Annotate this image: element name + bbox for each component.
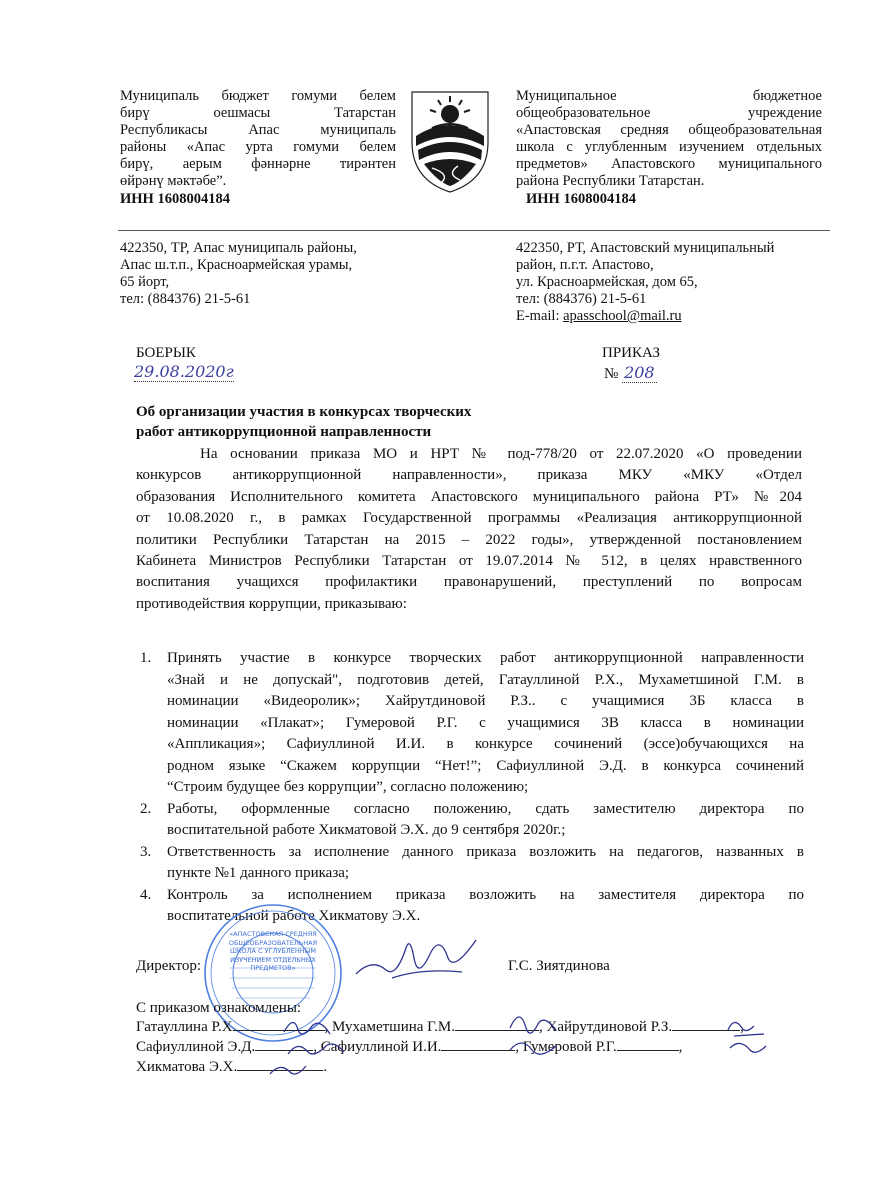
address-right [516,240,826,325]
list-item-line: «Знай и не допускай", подготовив детей, Гатауллиной Р.Х., Мухаметшиной Г.М. в [167,671,804,688]
address-right-line: район, п.г.т. Апастово, [516,257,654,273]
header-left-block [120,88,396,208]
header-right-line: предметов» Апастовского муниципального [516,156,822,172]
list-item-line: Принять участие в конкурсе творческих работ антикоррупционной направленности [167,650,804,666]
list-item [140,842,804,885]
list-item-line: «Аппликация»; Сафиуллиной И.И. в конкурсе сочинений (эссе)обучающихся на [167,736,804,752]
acq-name: , Мухаметшина Г.М. [324,1019,455,1035]
address-left-line: 422350, ТР, Апас муниципаль районы, [120,240,357,256]
director-signature [352,928,482,988]
acq-name: Гатауллина Р.Х [136,1019,233,1035]
order-number [604,363,657,383]
header-right-line: «Апастовская средняя общеобразовательная [516,122,822,138]
stamp-text: «АПАСТОВСКАЯ СРЕДНЯЯ ОБЩЕОБРАЗОВАТЕЛЬНАЯ ШКОЛА С УГЛУБЛЕННЫМ ИЗУЧЕНИЕМ ОТДЕЛЬНЫХ ПРЕДМЕТОВ» [228,930,318,973]
header-right-line: общеобразовательное учреждение [516,105,822,121]
acquainted-label: С приказом ознакомлены: [136,1000,302,1016]
header-left-line: бирү, аерым фәннәрне тирәнтен [120,156,396,172]
body-line: образования Исполнительного комитета Апастовского муниципального района РТ» №204 [136,488,802,505]
header-left-line: Республикасы Апас муниципаль [120,122,396,138]
number-handwritten: 208 [624,363,655,382]
address-left-line: тел: (884376) 21-5-61 [120,291,251,307]
body-line: воспитания учащихся профилактики правонарушений, преступлений по вопросам [136,574,802,591]
header-left-line: бирү оешмасы Татарстан [120,105,396,121]
body-line: На основании приказа МО и НРТ № под-778/20 от 22.07.2020 «О проведении [200,446,802,462]
list-item-number: 1. [140,650,152,666]
body-line: противодействия коррупции, приказываю: [136,595,407,612]
header-divider [118,230,830,231]
address-left-line: 65 йорт, [120,274,170,290]
body-line: конкурсов антикоррупционной направленности», приказа МКУ «МКУ «Отдел [136,467,802,484]
signatures-layer [240,1004,800,1084]
body-line: от 10.08.2020 г., в рамках Государственной программы «Реализация антикоррупционной [136,510,802,527]
list-item [140,799,804,842]
address-left-line: Апас ш.т.п., Красноармейская урамы, [120,257,353,273]
acq-name: , [740,1019,744,1035]
acq-name: Хикматова Э.Х. [136,1059,238,1075]
header-right-block [516,88,822,208]
list-item-line: номинации «Плакат»; Гумеровой Р.Г. с учащимися 3В класса в номинации [167,714,804,731]
acq-name: , Гумеровой Р.Г. [515,1039,617,1055]
list-item-number: 4. [140,886,152,903]
acq-name: , [678,1039,683,1055]
title-line: работ антикоррупционной направленности [136,424,432,440]
body-line: Кабинета Министров Республики Татарстан от 19.07.2014 № 512, в целях нравственного [136,553,802,570]
coat-of-arms-icon [402,84,498,196]
email-line [516,308,826,325]
header-left-line: Муниципаль бюджет гомуми белем [120,88,396,104]
body-paragraph [136,444,802,615]
list-item [140,648,804,799]
prikaz-label: ПРИКАЗ [602,345,660,361]
header-left-line: районы «Апас урта гомуми белем [120,139,396,155]
title-line: Об организации участия в конкурсах творческих [136,404,472,420]
list-item-line: номинации «Видеоролик»; Хайрутдиновой Р.З.. с учащимися 3Б класса в [167,693,804,709]
header-right-line: Муниципальное бюджетное [516,88,822,104]
header-right-line: района Республики Татарстан. [516,173,705,189]
acq-name: Сафиуллиной Э.Д. [136,1039,256,1055]
list-item-line: воспитательной работе Хикматовой Э.Х. до 9 сентября 2020г.; [167,822,566,838]
body-line: политики Республики Татарстан на 2015 – 2022 годы», утвержденной постановлением [136,531,802,548]
acq-name: , Хайрутдиновой Р.З. [539,1019,673,1035]
email-label: E-mail: [516,308,564,324]
list-item-line: “Строим будущее без коррупции”, согласно положению; [167,779,529,795]
header-right-inn: ИНН 1608004184 [526,191,636,207]
list-item-line: Работы, оформленные согласно положению, сдать заместителю директора по [167,800,804,817]
header-right-line: школа с углубленным изучением отдельных [516,139,822,155]
director-label: Директор: [136,958,202,974]
director-name: Г.С. Зиятдинова [508,958,610,974]
address-left [120,240,420,308]
address-right-line: 422350, РТ, Апастовский муниципальный [516,240,775,256]
list-item-line: родном языке “Скажем коррупции “Нет!”; Сафиуллиной Э.Д. в конкурса сочинений [167,757,804,774]
date-handwritten: 29.08.2020г [134,362,234,381]
list-item-line: пункте №1 данного приказа; [167,865,350,881]
boerik-label: БОЕРЫК [136,345,196,361]
address-right-line: ул. Красноармейская, дом 65, [516,274,698,290]
header-left-line: өйрәнү мәктәбе”. [120,173,227,189]
list-item-line: воспитательной работе Хикматову Э.Х. [167,908,421,924]
list-item-line: Контроль за исполнением приказа возложить на заместителя директора по [167,886,804,903]
header-left-inn: ИНН 1608004184 [120,191,230,207]
email-link[interactable]: apasschool@mail.ru [563,308,682,324]
list-item-number: 3. [140,843,152,860]
acq-name: . [323,1059,327,1075]
number-sign: № [604,366,619,382]
order-items [140,648,804,928]
list-item-line: Ответственность за исполнение данного приказа возложить на педагогов, названных в [167,843,804,860]
acq-name: , Сафиуллиной И.И. [313,1039,442,1055]
list-item-number: 2. [140,800,152,817]
document-title [136,402,471,442]
address-right-line: тел: (884376) 21-5-61 [516,291,647,307]
